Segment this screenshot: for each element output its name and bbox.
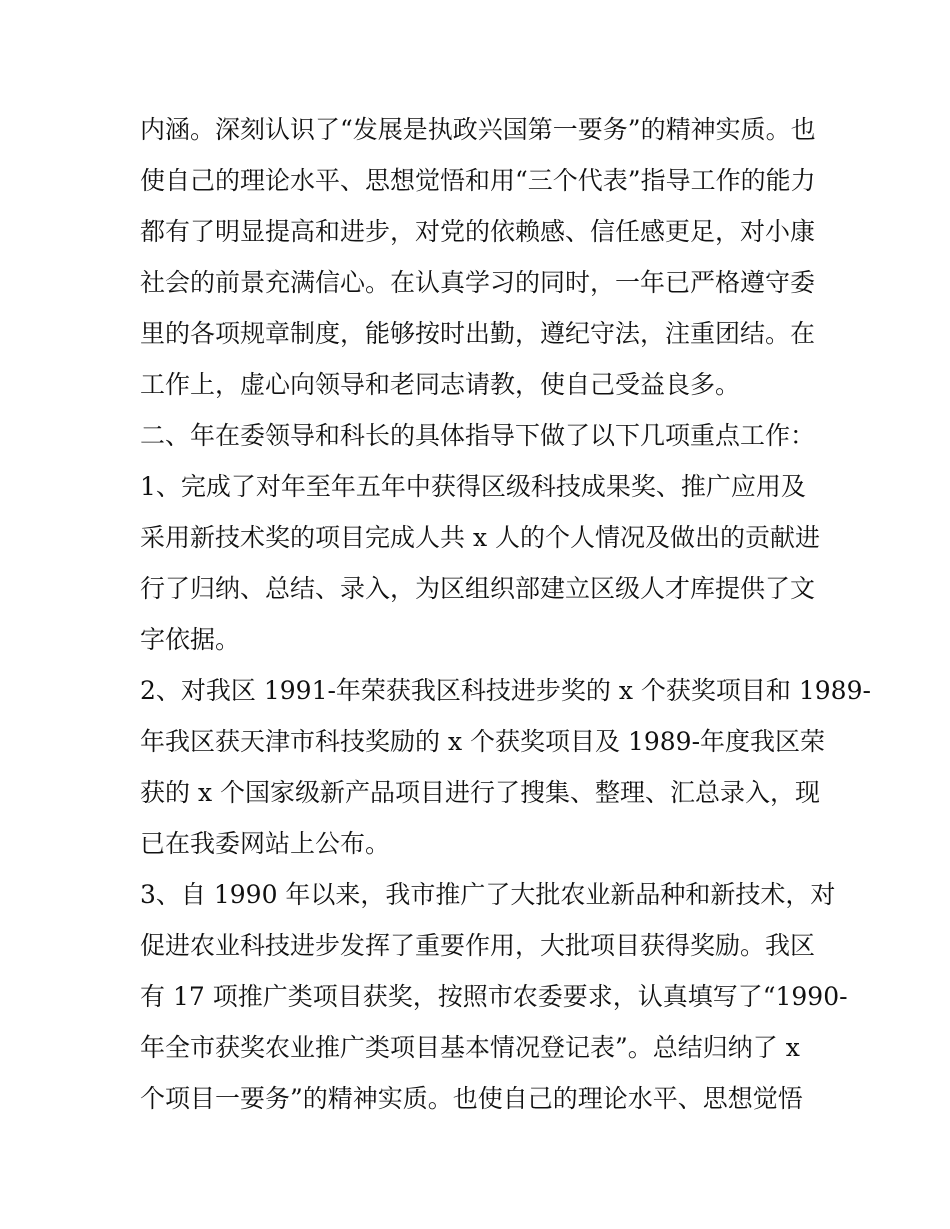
text-line: 内涵。深刻认识了“发展是执政兴国第一要务”的精神实质。也 bbox=[140, 115, 816, 144]
text-line: 个项目一要务”的精神实质。也使自己的理论水平、思想觉悟 bbox=[140, 1084, 803, 1113]
text-line: 年我区获天津市科技奖励的 x 个获奖项目及 1989-年度我区荣 bbox=[140, 727, 826, 756]
text-line: 工作上，虚心向领导和老同志请教，使自己受益良多。 bbox=[140, 370, 741, 399]
document-body bbox=[140, 104, 871, 1124]
text-line: 行了归纳、总结、录入，为区组织部建立区级人才库提供了文 bbox=[140, 574, 816, 603]
text-line: 采用新技术奖的项目完成人共 x 人的个人情况及做出的贡献进 bbox=[140, 523, 820, 552]
text-line: 里的各项规章制度，能够按时出勤，遵纪守法，注重团结。在 bbox=[140, 319, 816, 348]
list-item-3-line: 3、自 1990 年以来，我市推广了大批农业新品种和新技术，对 bbox=[140, 880, 836, 909]
text-line: 获的 x 个国家级新产品项目进行了搜集、整理、汇总录入，现 bbox=[140, 778, 820, 807]
text-line: 有 17 项推广类项目获奖，按照市农委要求，认真填写了“1990- bbox=[140, 982, 848, 1011]
text-line: 促进农业科技进步发挥了重要作用，大批项目获得奖励。我区 bbox=[140, 931, 816, 960]
text-line: 使自己的理论水平、思想觉悟和用“三个代表”指导工作的能力 bbox=[140, 166, 816, 195]
section-heading-line: 二、年在委领导和科长的具体指导下做了以下几项重点工作： bbox=[140, 421, 816, 450]
text-line: 都有了明显提高和进步，对党的依赖感、信任感更足，对小康 bbox=[140, 217, 816, 246]
text-line: 已在我委网站上公布。 bbox=[140, 829, 391, 858]
list-item-1-line: 1、完成了对年至年五年中获得区级科技成果奖、推广应用及 bbox=[140, 472, 806, 501]
text-line: 字依据。 bbox=[140, 625, 241, 654]
text-line: 年全市获奖农业推广类项目基本情况登记表”。总结归纳了 x bbox=[140, 1033, 800, 1062]
list-item-2-line: 2、对我区 1991-年荣获我区科技进步奖的 x 个获奖项目和 1989- bbox=[140, 676, 871, 705]
text-line: 社会的前景充满信心。在认真学习的同时，一年已严格遵守委 bbox=[140, 268, 816, 297]
